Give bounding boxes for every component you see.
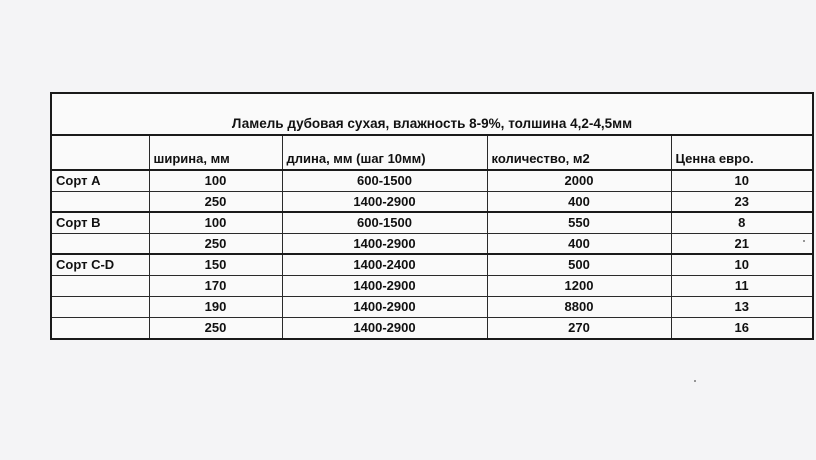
width-cell: 250	[149, 233, 282, 254]
header-row	[52, 136, 812, 170]
grade-cell	[52, 233, 149, 254]
grade-cell	[52, 317, 149, 338]
length-cell: 1400-2900	[282, 191, 487, 212]
length-cell: 1400-2900	[282, 296, 487, 317]
length-cell: 1400-2900	[282, 317, 487, 338]
table-row	[52, 170, 812, 191]
scan-speck	[803, 240, 805, 242]
quantity-cell: 2000	[487, 170, 671, 191]
quantity-cell: 400	[487, 233, 671, 254]
price-cell: 10	[671, 254, 812, 275]
table-row	[52, 254, 812, 275]
table-row	[52, 233, 812, 254]
length-cell: 600-1500	[282, 212, 487, 233]
length-cell: 1400-2400	[282, 254, 487, 275]
table-row	[52, 212, 812, 233]
width-cell: 250	[149, 317, 282, 338]
grade-cell	[52, 275, 149, 296]
table-title: Ламель дубовая сухая, влажность 8-9%, толшина 4,2-4,5мм	[52, 94, 812, 136]
price-cell: 11	[671, 275, 812, 296]
length-cell: 600-1500	[282, 170, 487, 191]
price-cell: 16	[671, 317, 812, 338]
price-cell: 23	[671, 191, 812, 212]
header-quantity: количество, м2	[487, 136, 671, 170]
grade-cell	[52, 191, 149, 212]
length-cell: 1400-2900	[282, 233, 487, 254]
table-row	[52, 191, 812, 212]
grade-cell	[52, 296, 149, 317]
width-cell: 250	[149, 191, 282, 212]
price-cell: 8	[671, 212, 812, 233]
width-cell: 100	[149, 170, 282, 191]
quantity-cell: 270	[487, 317, 671, 338]
price-cell: 10	[671, 170, 812, 191]
price-cell: 21	[671, 233, 812, 254]
quantity-cell: 400	[487, 191, 671, 212]
quantity-cell: 550	[487, 212, 671, 233]
scan-speck	[694, 380, 696, 382]
table-row	[52, 296, 812, 317]
price-cell: 13	[671, 296, 812, 317]
width-cell: 100	[149, 212, 282, 233]
length-cell: 1400-2900	[282, 275, 487, 296]
header-grade	[52, 136, 149, 170]
width-cell: 170	[149, 275, 282, 296]
header-width: ширина, мм	[149, 136, 282, 170]
width-cell: 150	[149, 254, 282, 275]
grade-cell: Сорт С-D	[52, 254, 149, 275]
quantity-cell: 500	[487, 254, 671, 275]
width-cell: 190	[149, 296, 282, 317]
price-table-sheet	[50, 92, 814, 340]
header-length: длина, мм (шаг 10мм)	[282, 136, 487, 170]
quantity-cell: 8800	[487, 296, 671, 317]
quantity-cell: 1200	[487, 275, 671, 296]
grade-cell: Сорт В	[52, 212, 149, 233]
price-table	[52, 136, 812, 338]
grade-cell: Сорт А	[52, 170, 149, 191]
header-price: Ценна евро.	[671, 136, 812, 170]
table-row	[52, 317, 812, 338]
table-row	[52, 275, 812, 296]
